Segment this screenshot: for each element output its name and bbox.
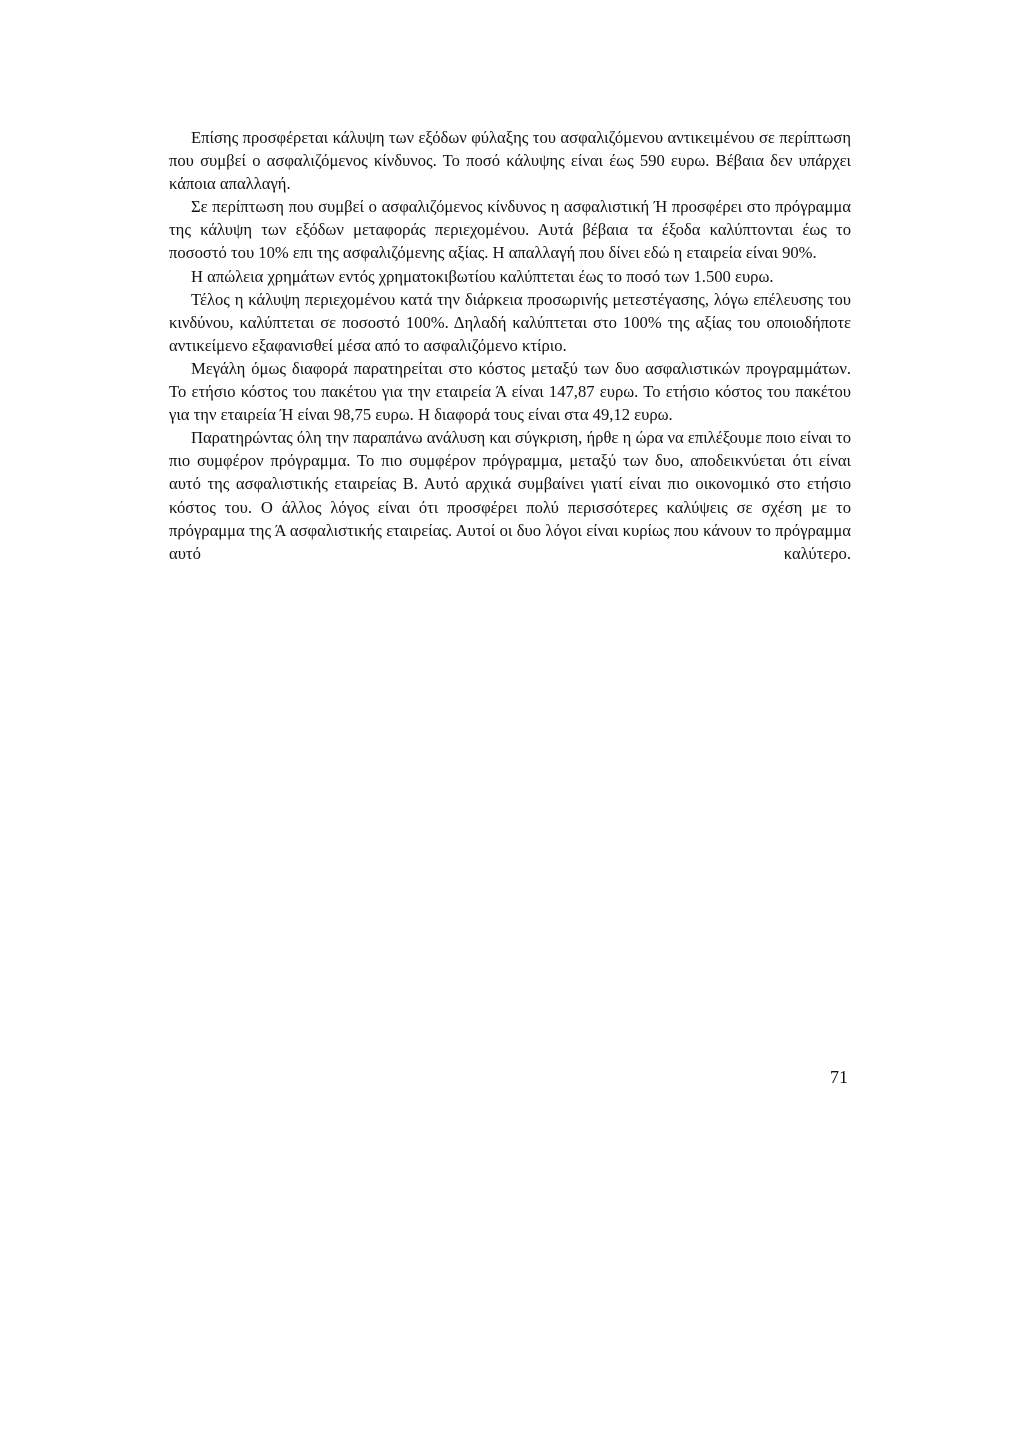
paragraph-safe-loss: Η απώλεια χρημάτων εντός χρηματοκιβωτίου καλύπτεται έως το ποσό των 1.500 ευρω. xyxy=(191,266,774,286)
body-text xyxy=(169,126,851,565)
paragraph-storage-costs: Επίσης προσφέρεται κάλυψη των εξόδων φύλαξης του ασφαλιζόμενου αντικειμένου σε περίπτωση που συμβεί ο ασφαλιζόμενος κίνδυνος. Το ποσό κάλυψης είναι έως 590 ευρω. Βέβαια δεν υπάρχει κάποια απαλλαγή. xyxy=(169,128,851,194)
page-number: 71 xyxy=(830,1067,848,1087)
paragraph-cost-difference: Μεγάλη όμως διαφορά παρατηρείται στο κόστος μεταξύ των δυο ασφαλιστικών προγραμμάτων. Το ετήσιο κόστος του πακέτου για την εταιρεία Ά είναι 147,87 ευρω. Το ετήσιο κόστος του πακέτου για την εταιρεία Ή είναι 98,75 ευρω. Η διαφορά τους είναι στα 49,12 ευρω. xyxy=(169,358,851,425)
paragraph-conclusion: Παρατηρώντας όλη την παραπάνω ανάλυση και σύγκριση, ήρθε η ώρα να επιλέξουμε ποιο είναι το πιο συμφέρον πρόγραμμα. Το πιο συμφέρον πρόγραμμα, μεταξύ των δυο, αποδεικνύεται ότι είναι αυτό της ασφαλιστικής εταιρείας Β. Αυτό αρχικά συμβαίνει γιατί είναι πιο οικονομικό στο ετήσιο κόστος του. Ο άλλος λόγος είναι ότι προσφέρει πολύ περισσότερες καλύψεις σε σχέση με το πρόγραμμα της Ά ασφαλιστικής εταιρείας. Αυτοί οι δυο λόγοι είναι κυρίως που κάνουν το πρόγραμμα αυτό καλύτερο. xyxy=(169,428,851,563)
paragraph-temporary-relocation: Τέλος η κάλυψη περιεχομένου κατά την διάρκεια προσωρινής μετεστέγασης, λόγω επέλευσης του κινδύνου, καλύπτεται σε ποσοστό 100%. Δηλαδή καλύπτεται στο 100% της αξίας του οποιοδήποτε αντικείμενο εξαφανισθεί μέσα από το ασφαλιζόμενο κτίριο. xyxy=(169,289,851,355)
paragraph-transport-costs: Σε περίπτωση που συμβεί ο ασφαλιζόμενος κίνδυνος η ασφαλιστική Ή προσφέρει στο πρόγραμμα της κάλυψη των εξόδων μεταφοράς περιεχομένου. Αυτά βέβαια τα έξοδα καλύπτονται έως το ποσοστό του 10% επι της ασφαλιζόμενης αξίας. Η απαλλαγή που δίνει εδώ η εταιρεία είναι 90%. xyxy=(169,197,851,263)
